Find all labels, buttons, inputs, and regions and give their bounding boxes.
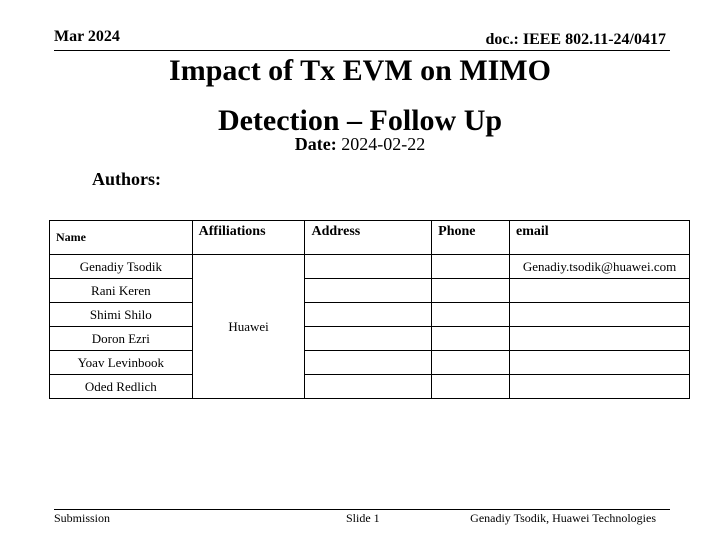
header-date: Mar 2024 <box>54 28 120 45</box>
author-phone <box>432 327 510 351</box>
author-name: Oded Redlich <box>50 375 193 399</box>
author-name: Doron Ezri <box>50 327 193 351</box>
header-address: Address <box>305 221 432 255</box>
slide-title <box>60 46 660 146</box>
title-line-1: Impact of Tx EVM on MIMO <box>169 54 551 87</box>
authors-table <box>49 220 690 399</box>
author-email <box>510 351 690 375</box>
author-address <box>305 279 432 303</box>
author-address <box>305 303 432 327</box>
author-email <box>510 279 690 303</box>
author-address <box>305 375 432 399</box>
author-email <box>510 327 690 351</box>
author-name: Rani Keren <box>50 279 193 303</box>
header-affiliations: Affiliations <box>192 221 305 255</box>
author-name: Shimi Shilo <box>50 303 193 327</box>
table-row <box>50 279 690 303</box>
author-address <box>305 255 432 279</box>
table-row <box>50 303 690 327</box>
header-doc-id: doc.: IEEE 802.11-24/0417 <box>485 31 666 48</box>
header-name: Name <box>50 221 193 255</box>
author-affiliation: Huawei <box>192 255 305 399</box>
footer-author: Genadiy Tsodik, Huawei Technologies <box>470 511 656 525</box>
author-email <box>510 375 690 399</box>
date-value: 2024-02-22 <box>341 134 426 154</box>
header-email: email <box>510 221 690 255</box>
authors-heading: Authors: <box>92 169 162 189</box>
table-row <box>50 327 690 351</box>
author-address <box>305 327 432 351</box>
title-line-2: Detection – Follow Up <box>217 104 503 137</box>
author-email <box>510 303 690 327</box>
author-phone <box>432 255 510 279</box>
author-phone <box>432 279 510 303</box>
author-name: Genadiy Tsodik <box>50 255 193 279</box>
author-address <box>305 351 432 375</box>
date-line <box>0 134 720 155</box>
table-row <box>50 375 690 399</box>
author-name: Yoav Levinbook <box>50 351 193 375</box>
footer-slide-number: Slide 1 <box>346 511 380 525</box>
header-phone: Phone <box>432 221 510 255</box>
author-email: Genadiy.tsodik@huawei.com <box>510 255 690 279</box>
author-phone <box>432 303 510 327</box>
author-phone <box>432 375 510 399</box>
footer-divider <box>54 509 670 510</box>
table-row <box>50 351 690 375</box>
author-phone <box>432 351 510 375</box>
table-row <box>50 255 690 279</box>
date-label: Date: <box>294 134 337 154</box>
footer-submission: Submission <box>54 511 111 525</box>
table-header-row <box>50 221 690 255</box>
